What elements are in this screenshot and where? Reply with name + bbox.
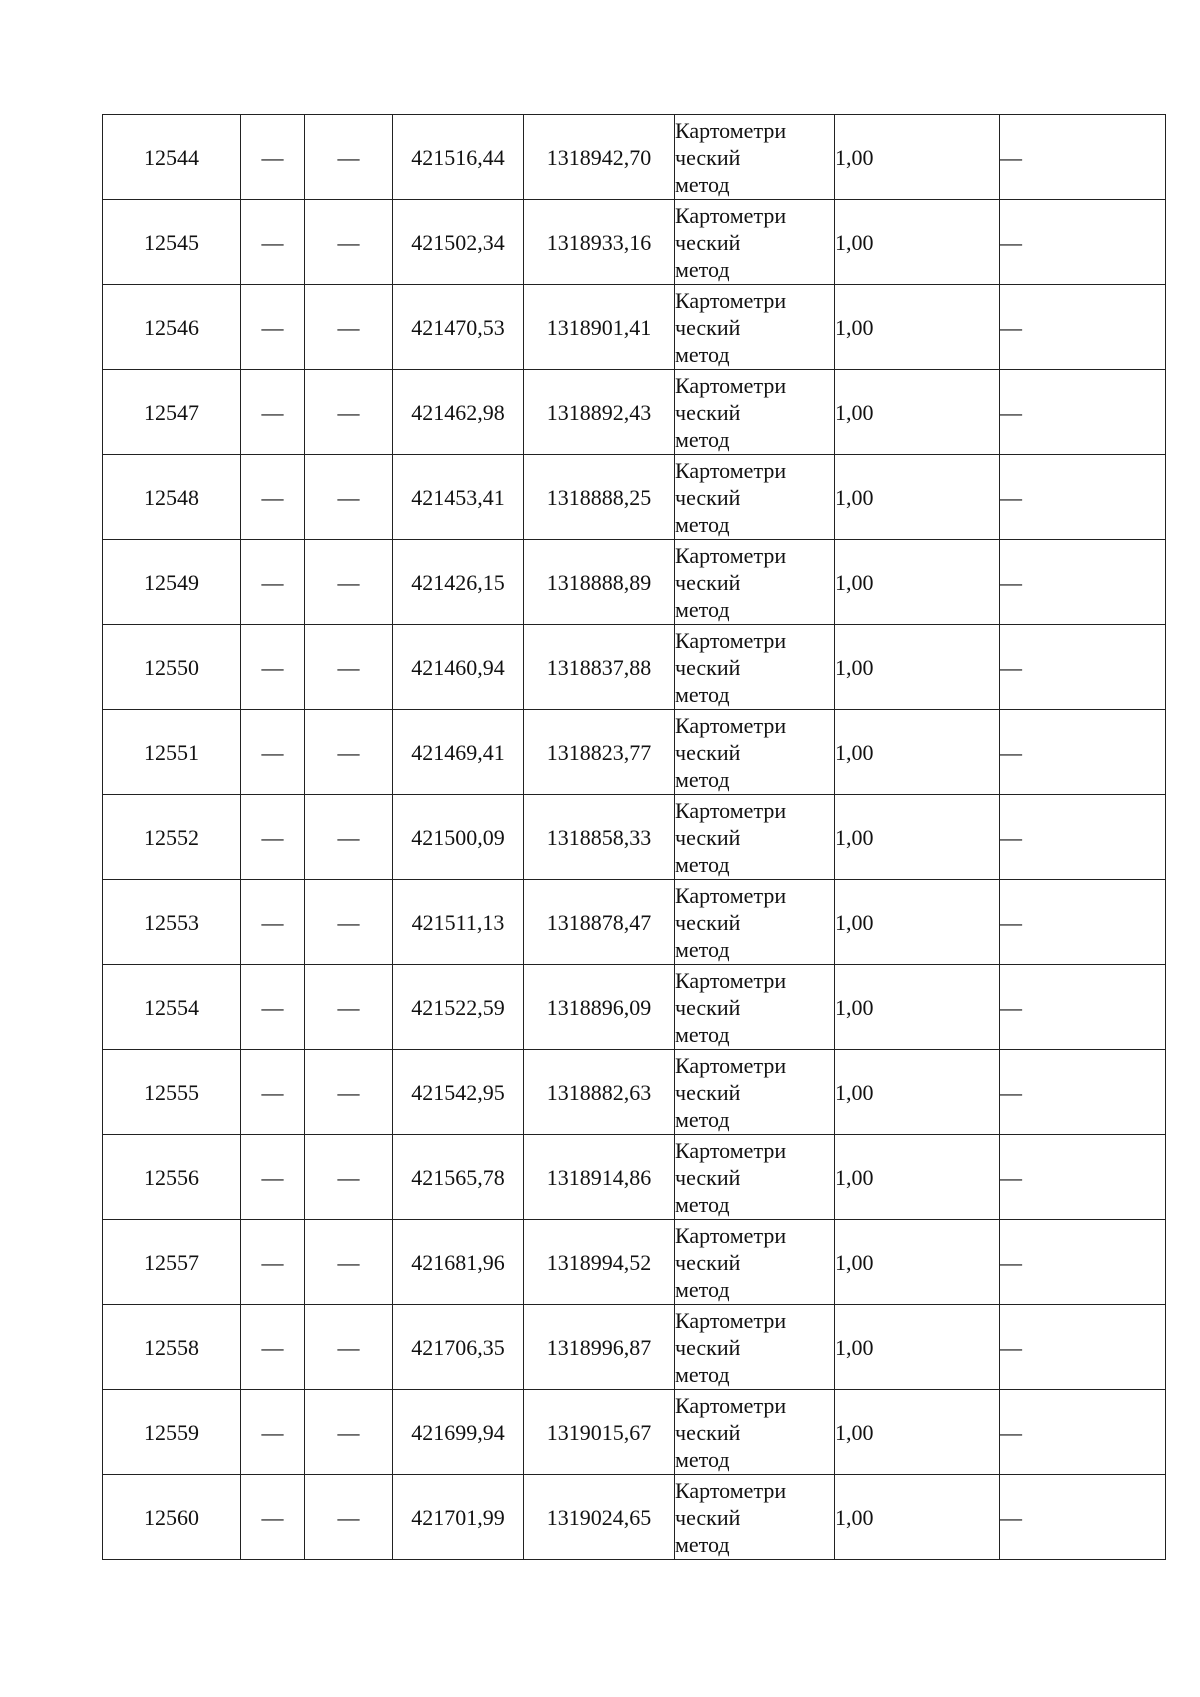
coordinate-x-cell: 421469,41 [393, 710, 524, 795]
coordinate-y-cell: 1318888,25 [524, 455, 675, 540]
coordinate-x-cell: 421522,59 [393, 965, 524, 1050]
accuracy-cell: 1,00 [835, 710, 1000, 795]
empty-value-cell: — [1000, 540, 1166, 625]
method-text-line: Картометри [675, 542, 787, 568]
table-row [103, 200, 1166, 285]
coordinate-x-cell: 421470,53 [393, 285, 524, 370]
method-cell [675, 115, 835, 200]
coordinate-x-cell: 421500,09 [393, 795, 524, 880]
coordinate-x-cell: 421426,15 [393, 540, 524, 625]
method-text-line: ческий [675, 909, 741, 935]
method-text-line: метод [675, 1361, 730, 1387]
method-text-line: Картометри [675, 1477, 787, 1503]
empty-value-cell: — [241, 115, 305, 200]
coordinate-y-cell: 1318914,86 [524, 1135, 675, 1220]
point-number-cell: 12553 [103, 880, 241, 965]
accuracy-cell: 1,00 [835, 1220, 1000, 1305]
accuracy-cell: 1,00 [835, 200, 1000, 285]
empty-value-cell: — [305, 1220, 393, 1305]
coordinate-y-cell: 1318888,89 [524, 540, 675, 625]
method-text-line: ческий [675, 824, 741, 850]
coordinate-x-cell: 421542,95 [393, 1050, 524, 1135]
empty-value-cell: — [305, 1135, 393, 1220]
method-text-line: Картометри [675, 117, 787, 143]
table-row [103, 1220, 1166, 1305]
empty-value-cell: — [1000, 1305, 1166, 1390]
method-cell [675, 625, 835, 710]
method-cell [675, 285, 835, 370]
table-row [103, 880, 1166, 965]
table-row [103, 795, 1166, 880]
coordinate-y-cell: 1318896,09 [524, 965, 675, 1050]
empty-value-cell: — [1000, 1220, 1166, 1305]
empty-value-cell: — [241, 1475, 305, 1560]
method-text-line: Картометри [675, 1137, 787, 1163]
method-text-line: ческий [675, 1419, 741, 1445]
point-number-cell: 12547 [103, 370, 241, 455]
point-number-cell: 12549 [103, 540, 241, 625]
empty-value-cell: — [1000, 625, 1166, 710]
method-text-line: Картометри [675, 372, 787, 398]
method-text-line: метод [675, 681, 730, 707]
method-text-line: метод [675, 426, 730, 452]
method-text-line: Картометри [675, 797, 787, 823]
accuracy-cell: 1,00 [835, 1390, 1000, 1475]
coordinate-x-cell: 421706,35 [393, 1305, 524, 1390]
method-cell [675, 200, 835, 285]
method-text-line: метод [675, 511, 730, 537]
coordinate-y-cell: 1318996,87 [524, 1305, 675, 1390]
table-row [103, 285, 1166, 370]
method-text-line: ческий [675, 229, 741, 255]
coordinate-x-cell: 421502,34 [393, 200, 524, 285]
empty-value-cell: — [241, 1135, 305, 1220]
accuracy-cell: 1,00 [835, 1305, 1000, 1390]
coordinate-x-cell: 421681,96 [393, 1220, 524, 1305]
table-row [103, 115, 1166, 200]
accuracy-cell: 1,00 [835, 1050, 1000, 1135]
method-cell [675, 370, 835, 455]
method-text-line: ческий [675, 654, 741, 680]
method-text-line: ческий [675, 1504, 741, 1530]
method-cell [675, 1305, 835, 1390]
table-row [103, 1390, 1166, 1475]
method-text-line: метод [675, 1106, 730, 1132]
coordinate-y-cell: 1318901,41 [524, 285, 675, 370]
coordinate-y-cell: 1318858,33 [524, 795, 675, 880]
method-cell [675, 710, 835, 795]
coordinate-y-cell: 1318837,88 [524, 625, 675, 710]
empty-value-cell: — [241, 1305, 305, 1390]
point-number-cell: 12551 [103, 710, 241, 795]
accuracy-cell: 1,00 [835, 625, 1000, 710]
empty-value-cell: — [305, 880, 393, 965]
empty-value-cell: — [305, 115, 393, 200]
empty-value-cell: — [1000, 1475, 1166, 1560]
coordinate-x-cell: 421516,44 [393, 115, 524, 200]
empty-value-cell: — [305, 1050, 393, 1135]
method-cell [675, 1135, 835, 1220]
method-text-line: Картометри [675, 627, 787, 653]
method-text-line: метод [675, 256, 730, 282]
point-number-cell: 12546 [103, 285, 241, 370]
table-row [103, 1475, 1166, 1560]
empty-value-cell: — [305, 1305, 393, 1390]
method-text-line: ческий [675, 739, 741, 765]
empty-value-cell: — [241, 1390, 305, 1475]
accuracy-cell: 1,00 [835, 370, 1000, 455]
method-text-line: ческий [675, 144, 741, 170]
empty-value-cell: — [305, 795, 393, 880]
accuracy-cell: 1,00 [835, 795, 1000, 880]
empty-value-cell: — [241, 625, 305, 710]
empty-value-cell: — [305, 965, 393, 1050]
method-text-line: ческий [675, 1164, 741, 1190]
method-text-line: метод [675, 341, 730, 367]
table-row [103, 455, 1166, 540]
empty-value-cell: — [305, 370, 393, 455]
accuracy-cell: 1,00 [835, 1135, 1000, 1220]
coordinate-y-cell: 1318823,77 [524, 710, 675, 795]
empty-value-cell: — [305, 285, 393, 370]
table-row [103, 1135, 1166, 1220]
method-cell [675, 1220, 835, 1305]
table-row [103, 710, 1166, 795]
coordinate-x-cell: 421511,13 [393, 880, 524, 965]
empty-value-cell: — [305, 710, 393, 795]
method-text-line: Картометри [675, 1307, 787, 1333]
empty-value-cell: — [1000, 965, 1166, 1050]
table-row [103, 540, 1166, 625]
method-text-line: ческий [675, 1079, 741, 1105]
coordinate-x-cell: 421565,78 [393, 1135, 524, 1220]
empty-value-cell: — [1000, 1135, 1166, 1220]
accuracy-cell: 1,00 [835, 880, 1000, 965]
empty-value-cell: — [305, 540, 393, 625]
point-number-cell: 12548 [103, 455, 241, 540]
coordinate-y-cell: 1318892,43 [524, 370, 675, 455]
empty-value-cell: — [241, 200, 305, 285]
table-body [103, 115, 1166, 1560]
coordinate-x-cell: 421699,94 [393, 1390, 524, 1475]
coordinate-y-cell: 1318933,16 [524, 200, 675, 285]
coordinate-y-cell: 1319015,67 [524, 1390, 675, 1475]
point-number-cell: 12554 [103, 965, 241, 1050]
method-cell [675, 1475, 835, 1560]
method-text-line: ческий [675, 1249, 741, 1275]
coordinate-x-cell: 421462,98 [393, 370, 524, 455]
empty-value-cell: — [305, 625, 393, 710]
point-number-cell: 12555 [103, 1050, 241, 1135]
method-text-line: ческий [675, 569, 741, 595]
method-text-line: ческий [675, 994, 741, 1020]
coordinate-y-cell: 1318882,63 [524, 1050, 675, 1135]
table-row [103, 370, 1166, 455]
method-text-line: метод [675, 171, 730, 197]
method-text-line: Картометри [675, 882, 787, 908]
empty-value-cell: — [241, 965, 305, 1050]
method-text-line: метод [675, 1021, 730, 1047]
empty-value-cell: — [241, 710, 305, 795]
accuracy-cell: 1,00 [835, 285, 1000, 370]
method-text-line: метод [675, 596, 730, 622]
accuracy-cell: 1,00 [835, 965, 1000, 1050]
coordinate-y-cell: 1318942,70 [524, 115, 675, 200]
point-number-cell: 12560 [103, 1475, 241, 1560]
method-text-line: ческий [675, 484, 741, 510]
accuracy-cell: 1,00 [835, 540, 1000, 625]
method-text-line: ческий [675, 1334, 741, 1360]
empty-value-cell: — [241, 455, 305, 540]
table-row [103, 1305, 1166, 1390]
coordinate-x-cell: 421453,41 [393, 455, 524, 540]
empty-value-cell: — [241, 1220, 305, 1305]
accuracy-cell: 1,00 [835, 455, 1000, 540]
empty-value-cell: — [1000, 1390, 1166, 1475]
empty-value-cell: — [1000, 795, 1166, 880]
method-text-line: метод [675, 1531, 730, 1557]
point-number-cell: 12556 [103, 1135, 241, 1220]
empty-value-cell: — [1000, 200, 1166, 285]
empty-value-cell: — [1000, 455, 1166, 540]
method-text-line: метод [675, 766, 730, 792]
method-cell [675, 1050, 835, 1135]
empty-value-cell: — [241, 285, 305, 370]
empty-value-cell: — [241, 540, 305, 625]
accuracy-cell: 1,00 [835, 115, 1000, 200]
empty-value-cell: — [1000, 710, 1166, 795]
point-number-cell: 12545 [103, 200, 241, 285]
point-number-cell: 12557 [103, 1220, 241, 1305]
method-text-line: Картометри [675, 1052, 787, 1078]
method-cell [675, 795, 835, 880]
method-cell [675, 1390, 835, 1475]
empty-value-cell: — [1000, 880, 1166, 965]
method-text-line: ческий [675, 399, 741, 425]
method-text-line: метод [675, 1446, 730, 1472]
method-text-line: Картометри [675, 287, 787, 313]
point-number-cell: 12550 [103, 625, 241, 710]
coordinates-table [102, 114, 1166, 1560]
table-row [103, 965, 1166, 1050]
point-number-cell: 12552 [103, 795, 241, 880]
empty-value-cell: — [241, 880, 305, 965]
empty-value-cell: — [1000, 285, 1166, 370]
empty-value-cell: — [1000, 370, 1166, 455]
method-text-line: Картометри [675, 1222, 787, 1248]
empty-value-cell: — [1000, 1050, 1166, 1135]
method-text-line: Картометри [675, 967, 787, 993]
table-row [103, 625, 1166, 710]
method-text-line: Картометри [675, 457, 787, 483]
method-text-line: метод [675, 1191, 730, 1217]
coordinate-x-cell: 421701,99 [393, 1475, 524, 1560]
point-number-cell: 12558 [103, 1305, 241, 1390]
method-text-line: Картометри [675, 202, 787, 228]
method-text-line: метод [675, 851, 730, 877]
method-text-line: Картометри [675, 1392, 787, 1418]
coordinate-y-cell: 1318994,52 [524, 1220, 675, 1305]
method-cell [675, 455, 835, 540]
empty-value-cell: — [1000, 115, 1166, 200]
method-text-line: Картометри [675, 712, 787, 738]
method-text-line: метод [675, 1276, 730, 1302]
coordinate-x-cell: 421460,94 [393, 625, 524, 710]
method-cell [675, 965, 835, 1050]
method-cell [675, 540, 835, 625]
method-cell [675, 880, 835, 965]
accuracy-cell: 1,00 [835, 1475, 1000, 1560]
empty-value-cell: — [241, 370, 305, 455]
point-number-cell: 12544 [103, 115, 241, 200]
point-number-cell: 12559 [103, 1390, 241, 1475]
coordinate-y-cell: 1318878,47 [524, 880, 675, 965]
coordinate-y-cell: 1319024,65 [524, 1475, 675, 1560]
method-text-line: ческий [675, 314, 741, 340]
empty-value-cell: — [305, 200, 393, 285]
empty-value-cell: — [241, 795, 305, 880]
table-row [103, 1050, 1166, 1135]
method-text-line: метод [675, 936, 730, 962]
empty-value-cell: — [305, 455, 393, 540]
empty-value-cell: — [305, 1390, 393, 1475]
empty-value-cell: — [241, 1050, 305, 1135]
empty-value-cell: — [305, 1475, 393, 1560]
